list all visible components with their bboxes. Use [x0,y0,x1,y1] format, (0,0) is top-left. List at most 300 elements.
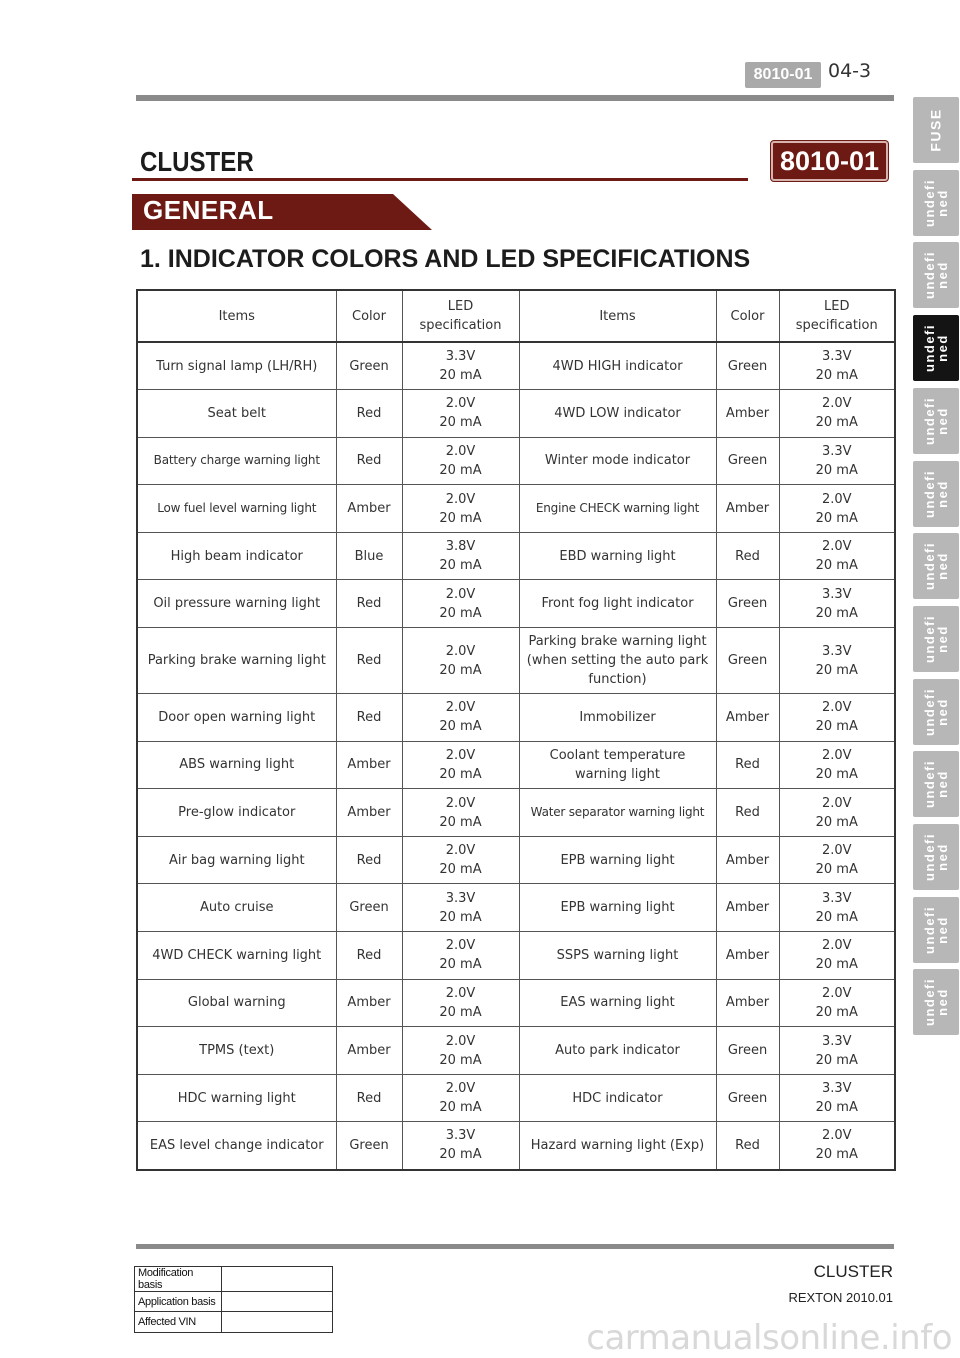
color-cell [336,932,402,980]
color-value: Red [356,405,382,421]
voltage-value: 2.0V [445,795,476,811]
voltage-value: 2.0V [445,586,476,602]
color-cell [716,836,779,884]
color-cell [716,884,779,932]
color-value: Green [727,358,768,374]
current-value: 20 mA [439,957,482,973]
current-value: 20 mA [439,766,482,782]
side-tab[interactable] [913,969,959,1035]
column-header: LED specification [779,290,895,342]
item-cell [519,836,716,884]
basis-table [134,1266,333,1333]
title-underline [132,178,748,181]
item-name: Air bag warning light [168,852,305,868]
column-header: Items [519,290,716,342]
color-cell [336,485,402,533]
voltage-value: 2.0V [445,491,476,507]
color-cell [336,342,402,390]
voltage-value: 2.0V [821,1128,852,1144]
basis-value [222,1292,333,1312]
color-cell [336,694,402,742]
section-code-badge: 8010-01 [745,62,821,88]
color-cell [336,741,402,789]
current-value: 20 mA [439,510,482,526]
led-spec-cell [779,979,895,1027]
indicator-spec-table [136,289,896,1171]
item-cell [137,1074,336,1122]
table-header-row [137,290,895,342]
item-name: Pre-glow indicator [178,805,296,821]
item-cell [137,1122,336,1170]
led-spec-cell [779,342,895,390]
voltage-value: 3.3V [821,1081,852,1097]
side-tab[interactable] [913,751,959,817]
current-value: 20 mA [815,957,858,973]
color-cell [336,390,402,438]
color-value: Red [735,1137,760,1153]
subsection-heading: 1. INDICATOR COLORS AND LED SPECIFICATIONS [140,245,751,273]
voltage-value: 2.0V [821,396,852,412]
color-cell [716,694,779,742]
voltage-value: 3.8V [445,539,476,555]
voltage-value: 2.0V [821,843,852,859]
color-value: Red [356,947,382,963]
item-cell [137,628,336,694]
item-cell [137,884,336,932]
item-cell [519,979,716,1027]
side-tab-label: undefined [922,760,950,809]
current-value: 20 mA [439,909,482,925]
item-name: 4WD HIGH indicator [552,358,683,374]
item-name: Auto cruise [200,900,274,916]
color-cell [336,836,402,884]
color-value: Green [349,358,389,374]
table-row [137,836,895,884]
led-spec-cell [402,836,519,884]
color-value: Green [727,1043,768,1059]
table-row [137,1122,895,1170]
side-tab[interactable] [913,170,959,236]
item-cell [137,390,336,438]
led-spec-cell [779,884,895,932]
current-value: 20 mA [815,510,858,526]
voltage-value: 2.0V [445,843,476,859]
item-cell [519,1122,716,1170]
color-cell [716,979,779,1027]
led-spec-cell [402,485,519,533]
basis-value [222,1267,333,1292]
table-row [137,628,895,694]
item-name: Global warning [187,995,286,1011]
led-spec-cell [402,628,519,694]
current-value: 20 mA [439,415,482,431]
current-value: 20 mA [815,605,858,621]
color-value: Red [356,453,382,469]
color-value: Amber [347,501,391,517]
side-tab-label: undefined [922,905,950,954]
item-cell [519,437,716,485]
item-name: HDC warning light [177,1090,296,1106]
table-row [137,390,895,438]
voltage-value: 3.3V [821,443,852,459]
item-cell [519,789,716,837]
color-value: Red [735,548,760,564]
side-tab[interactable] [913,824,959,890]
item-cell [137,789,336,837]
led-spec-cell [402,694,519,742]
voltage-value: 2.0V [821,539,852,555]
color-value: Blue [354,548,384,564]
color-cell [716,580,779,628]
item-cell [137,836,336,884]
voltage-value: 2.0V [445,938,476,954]
table-row [137,789,895,837]
color-value: Amber [725,501,770,517]
color-cell [716,741,779,789]
color-cell [716,789,779,837]
color-value: Amber [347,805,391,821]
color-cell [336,532,402,580]
voltage-value: 3.3V [445,1128,476,1144]
item-name: Water separator warning light [530,805,705,820]
side-tab-label: undefined [922,251,950,300]
current-value: 20 mA [815,766,858,782]
item-cell [137,979,336,1027]
color-cell [716,437,779,485]
item-cell [137,437,336,485]
color-value: Amber [347,1043,391,1059]
table-row [137,741,895,789]
current-value: 20 mA [815,368,858,384]
item-name: Seat belt [207,405,266,421]
led-spec-cell [402,1074,519,1122]
led-spec-cell [779,390,895,438]
side-tab[interactable] [913,679,959,745]
table-row [137,979,895,1027]
item-name: EPB warning light [560,852,675,868]
color-cell [336,884,402,932]
side-tab-label: undefined [922,833,950,881]
led-spec-cell [779,437,895,485]
item-cell [519,485,716,533]
color-cell [716,1074,779,1122]
led-spec-cell [402,532,519,580]
voltage-value: 3.3V [821,643,852,659]
color-cell [336,1027,402,1075]
item-cell [519,342,716,390]
item-name: Oil pressure warning light [153,596,321,612]
item-name: Coolant temperature warning light [549,747,686,782]
led-spec-cell [402,741,519,789]
current-value: 20 mA [815,1004,858,1020]
voltage-value: 2.0V [445,1033,476,1049]
table-row [137,485,895,533]
led-spec-cell [402,342,519,390]
item-name: Door open warning light [158,709,316,725]
voltage-value: 2.0V [445,985,476,1001]
color-cell [336,437,402,485]
voltage-value: 2.0V [821,700,852,716]
color-value: Amber [725,709,770,725]
voltage-value: 3.3V [821,890,852,906]
side-tab-label: undefined [922,396,950,445]
led-spec-cell [779,1122,895,1170]
item-name: EAS level change indicator [149,1137,324,1153]
color-cell [716,485,779,533]
item-cell [519,694,716,742]
color-value: Amber [725,852,770,868]
item-name: EAS warning light [560,995,675,1011]
basis-label: Affected VIN [135,1312,222,1332]
voltage-value: 2.0V [445,643,476,659]
current-value: 20 mA [439,1147,482,1163]
current-value: 20 mA [815,1052,858,1068]
item-cell [519,390,716,438]
led-spec-cell [402,580,519,628]
current-value: 20 mA [439,558,482,574]
voltage-value: 3.3V [445,349,476,365]
color-cell [336,580,402,628]
basis-label: Application basis [135,1292,222,1312]
color-value: Red [356,709,382,725]
column-header: Items [137,290,336,342]
color-value: Green [727,653,768,669]
led-spec-cell [402,437,519,485]
color-value: Red [735,805,760,821]
side-tab-label: undefined [922,542,950,591]
current-value: 20 mA [439,368,482,384]
title-code-badge: 8010-01 [771,141,888,181]
current-value: 20 mA [815,719,858,735]
led-spec-cell [402,1122,519,1170]
basis-row [135,1292,333,1312]
current-value: 20 mA [439,814,482,830]
color-cell [336,1074,402,1122]
page-title: CLUSTER [140,146,254,177]
basis-label: Modification basis [135,1267,222,1292]
side-tab-label: undefined [922,687,950,736]
color-value: Green [727,1090,768,1106]
item-name: ABS warning light [179,757,295,773]
led-spec-cell [402,1027,519,1075]
page-number: 04-3 [828,60,872,82]
color-value: Red [356,852,382,868]
color-value: Green [349,900,389,916]
footer-title: CLUSTER [813,1262,893,1281]
table-row [137,580,895,628]
led-spec-cell [779,532,895,580]
item-name: Front fog light indicator [541,596,694,612]
voltage-value: 2.0V [445,443,476,459]
led-spec-cell [402,979,519,1027]
item-name: Immobilizer [579,709,656,725]
item-name: High beam indicator [170,548,303,564]
led-spec-cell [779,1027,895,1075]
color-cell [716,628,779,694]
side-tab-label: undefined [922,324,950,373]
item-name: 4WD CHECK warning light [152,947,322,963]
voltage-value: 3.3V [821,586,852,602]
current-value: 20 mA [815,558,858,574]
side-tab[interactable] [913,242,959,308]
color-value: Red [356,1090,382,1106]
item-name: HDC indicator [572,1090,663,1106]
item-cell [519,580,716,628]
led-spec-cell [779,1074,895,1122]
item-name: Battery charge warning light [153,453,320,468]
item-cell [519,884,716,932]
color-value: Amber [725,900,770,916]
color-value: Amber [725,995,770,1011]
table-row [137,932,895,980]
item-name: Low fuel level warning light [157,501,317,516]
item-cell [137,694,336,742]
item-cell [519,1027,716,1075]
color-cell [716,1122,779,1170]
current-value: 20 mA [439,862,482,878]
table-row [137,884,895,932]
voltage-value: 2.0V [821,985,852,1001]
item-name: Engine CHECK warning light [535,501,700,516]
table-row [137,1074,895,1122]
item-name: Hazard warning light (Exp) [530,1137,705,1153]
current-value: 20 mA [439,1052,482,1068]
current-value: 20 mA [815,862,858,878]
color-value: Green [727,596,768,612]
basis-value [222,1312,333,1332]
footer-model: REXTON 2010.01 [788,1290,893,1305]
side-tab[interactable] [913,97,959,163]
current-value: 20 mA [439,1004,482,1020]
item-name: Turn signal lamp (LH/RH) [156,358,318,374]
side-tab-label: FUSE [927,108,944,152]
current-value: 20 mA [815,1100,858,1116]
current-value: 20 mA [439,662,482,678]
color-cell [716,1027,779,1075]
current-value: 20 mA [815,814,858,830]
voltage-value: 2.0V [821,491,852,507]
color-value: Red [356,653,382,669]
item-name: Winter mode indicator [544,453,691,469]
item-name: TPMS (text) [199,1043,275,1059]
voltage-value: 2.0V [821,747,852,763]
item-cell [137,342,336,390]
color-cell [336,979,402,1027]
side-tab[interactable] [913,897,959,963]
side-tab-label: undefined [922,469,950,518]
color-cell [716,532,779,580]
item-cell [519,628,716,694]
color-value: Amber [725,947,770,963]
footer-divider [136,1244,894,1249]
color-cell [716,390,779,438]
side-tab[interactable] [913,533,959,599]
section-label: GENERAL [143,195,274,225]
item-cell [519,532,716,580]
voltage-value: 2.0V [821,795,852,811]
side-tab[interactable] [913,388,959,454]
current-value: 20 mA [815,462,858,478]
item-name: 4WD LOW indicator [554,405,681,421]
color-cell [716,342,779,390]
item-name: Auto park indicator [555,1043,680,1059]
item-cell [519,932,716,980]
item-cell [137,532,336,580]
led-spec-cell [779,836,895,884]
item-name: Parking brake warning light [147,653,326,669]
side-tab-label: undefined [922,614,950,663]
watermark: carmanualsonline.info [586,1318,952,1358]
led-spec-cell [779,741,895,789]
side-tab-label: undefined [922,178,950,227]
item-cell [137,741,336,789]
current-value: 20 mA [439,1100,482,1116]
item-name: Parking brake warning light (when setting the auto park function) [526,634,709,688]
item-cell [137,932,336,980]
item-cell [519,741,716,789]
basis-row [135,1267,333,1292]
led-spec-cell [402,390,519,438]
basis-row [135,1312,333,1332]
table-row [137,694,895,742]
item-cell [137,580,336,628]
led-spec-cell [779,628,895,694]
current-value: 20 mA [439,462,482,478]
color-cell [336,789,402,837]
color-cell [716,932,779,980]
color-value: Amber [725,405,770,421]
current-value: 20 mA [439,605,482,621]
voltage-value: 3.3V [821,1033,852,1049]
item-cell [137,485,336,533]
column-header: Color [716,290,779,342]
side-tab[interactable] [913,315,959,381]
item-name: EBD warning light [559,548,676,564]
led-spec-cell [402,932,519,980]
side-tab[interactable] [913,606,959,672]
side-tab-label: undefined [922,978,950,1027]
color-cell [336,628,402,694]
led-spec-cell [779,932,895,980]
table-row [137,532,895,580]
color-value: Amber [347,995,391,1011]
item-name: SSPS warning light [556,947,679,963]
led-spec-cell [779,789,895,837]
voltage-value: 2.0V [445,747,476,763]
table-row [137,1027,895,1075]
led-spec-cell [779,485,895,533]
led-spec-cell [402,789,519,837]
item-cell [519,1074,716,1122]
color-value: Green [727,453,768,469]
current-value: 20 mA [815,415,858,431]
led-spec-cell [779,694,895,742]
table-row [137,437,895,485]
voltage-value: 3.3V [821,349,852,365]
item-name: EPB warning light [560,900,675,916]
current-value: 20 mA [815,1147,858,1163]
column-header: LED specification [402,290,519,342]
current-value: 20 mA [815,909,858,925]
led-spec-cell [402,884,519,932]
side-tab[interactable] [913,461,959,527]
color-value: Green [349,1137,389,1153]
color-value: Red [356,596,382,612]
color-cell [336,1122,402,1170]
voltage-value: 2.0V [445,700,476,716]
current-value: 20 mA [439,719,482,735]
table-row [137,342,895,390]
